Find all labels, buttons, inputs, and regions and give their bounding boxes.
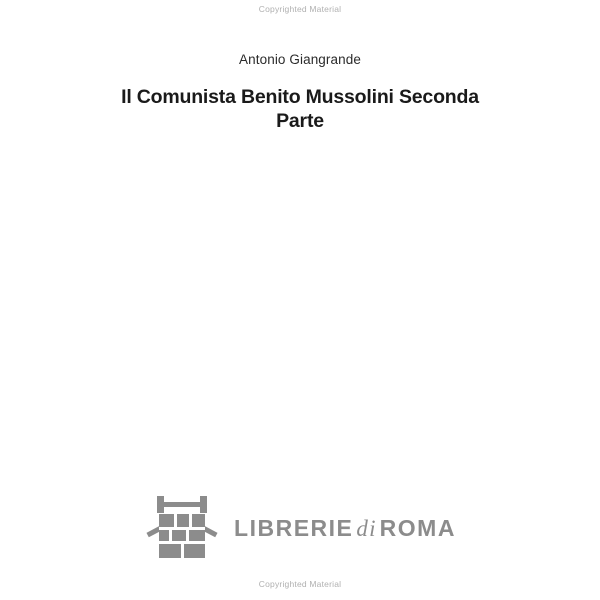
publisher-word-1: LIBRERIE	[234, 515, 354, 541]
book-title: Il Comunista Benito Mussolini Seconda Parte	[121, 86, 479, 133]
publisher-name	[234, 515, 456, 543]
publisher-word-3: ROMA	[379, 515, 456, 541]
publisher-word-2: di	[356, 516, 377, 541]
author-name: Antonio Giangrande	[239, 52, 361, 67]
copyright-watermark-top: Copyrighted Material	[258, 4, 342, 14]
cover-sheet	[68, 0, 532, 600]
copyright-watermark-bottom: Copyrighted Material	[258, 579, 342, 589]
bookshelf-icon	[144, 496, 220, 562]
publisher-logo	[68, 496, 532, 562]
